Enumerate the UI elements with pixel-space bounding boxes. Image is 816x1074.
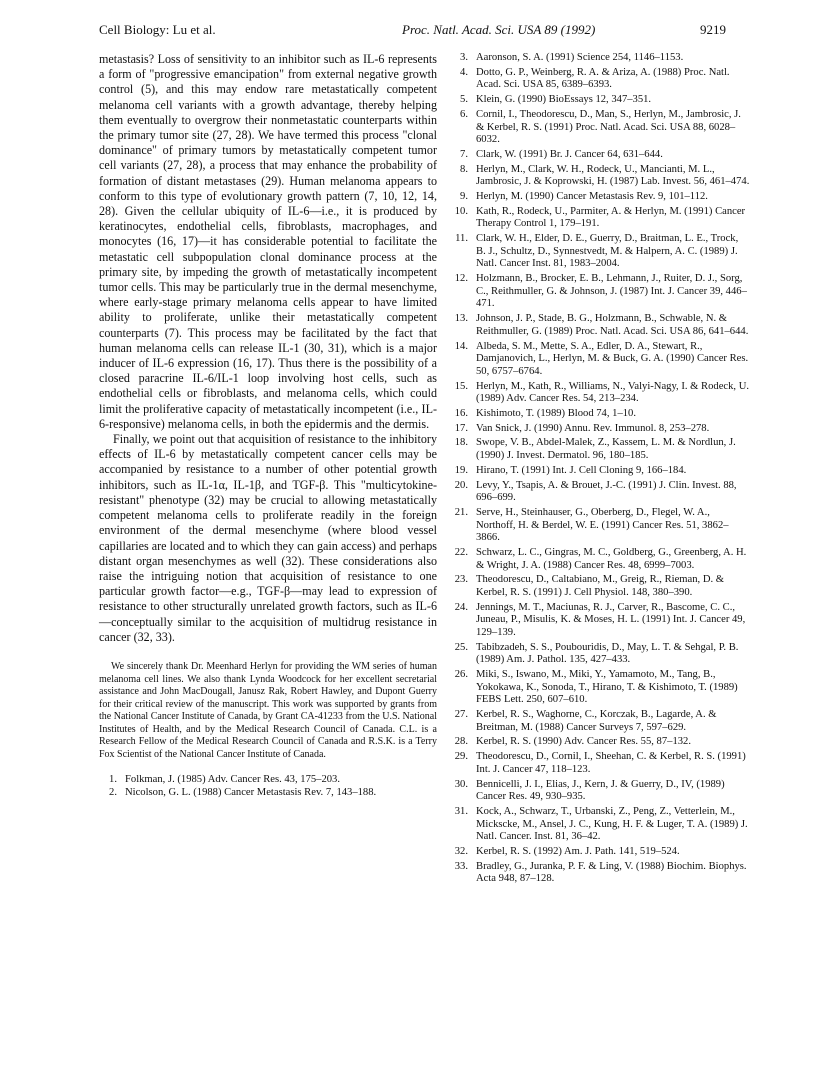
reference-number: 12. [454,273,468,285]
reference-text: Aaronson, S. A. (1991) Science 254, 1146–1153. [476,52,684,63]
reference-item [450,67,750,92]
reference-text: Herlyn, M. (1990) Cancer Metastasis Rev. 9, 101–112. [476,191,708,203]
reference-number: 1. [109,773,117,785]
reference-item [450,507,750,545]
reference-text: Holzmann, B., Brocker, E. B., Lehmann, J., Ruiter, D. J., Sorg, C., Reithmuller, G. & Johnson, J. (1987) Int. J. Cancer 39, 446–471. [476,273,747,310]
page-number: 9219 [700,22,726,37]
reference-item [450,709,750,734]
reference-item [450,109,750,147]
reference-text: Dotto, G. P., Weinberg, R. A. & Ariza, A. (1988) Proc. Natl. Acad. Sci. USA 85, 6389–6393. [476,66,730,91]
reference-item [450,408,750,421]
reference-text: Klein, G. (1990) BioEssays 12, 347–351. [476,94,652,106]
reference-item [450,806,750,844]
reference-item [450,669,750,707]
reference-number: 26. [454,669,468,681]
reference-item [450,846,750,859]
reference-text: Kerbel, R. S., Waghorne, C., Korczak, B., Lagarde, A. & Breitman, M. (1988) Cancer Surveys 7, 597–629. [476,709,717,733]
reference-text: Clark, W. H., Elder, D. E., Guerry, D., Braitman, L. E., Trock, B. J., Schultz, D., Synnestvedt, M. & Halpern, A. C. (1989) J. Natl. Cancer Inst. 81, 1983–2004. [476,233,739,270]
reference-number: 15. [454,380,468,392]
reference-item [450,574,750,599]
reference-item [450,164,750,189]
reference-item [450,480,750,505]
reference-item [450,736,750,749]
reference-text: Johnson, J. P., Stade, B. G., Holzmann, B., Schwable, N. & Reithmuller, G. (1989) Proc. Natl. Acad. Sci. USA 86, 641–644. [476,313,749,337]
reference-item [450,602,750,640]
reference-text: Kock, A., Schwarz, T., Urbanski, Z., Peng, Z., Vetterlein, M., Mickscke, M., Ansel, J. C., Kung, H. F. & Luger, T. A. (1989) J. Natl. Cancer. Inst. 81, 36–42. [476,805,748,843]
reference-text: Miki, S., Iswano, M., Miki, Y., Yamamoto, M., Tang, B., Yokokawa, K., Sonoda, T., Hirano, T. & Kishimoto, T. (1989) FEBS Lett. 250, 607–610. [476,669,738,706]
reference-number: 9. [460,191,468,203]
reference-number: 3. [460,52,468,63]
reference-item [450,149,750,162]
reference-text: Albeda, S. M., Mette, S. A., Edler, D. A., Stewart, R., Damjanovich, L., Herlyn, M. & Buck, G. A. (1990) Cancer Res. 50, 6757–6764. [476,340,749,377]
reference-number: 31. [454,805,468,817]
reference-text: Herlyn, M., Clark, W. H., Rodeck, U., Mancianti, M. L., Jambrosic, J. & Koprowski, H. (1987) Lab. Invest. 56, 461–474. [476,163,750,188]
reference-number: 33. [454,860,468,872]
reference-number: 4. [460,66,468,78]
reference-text: Cornil, I., Theodorescu, D., Man, S., Herlyn, M., Jambrosic, J. & Kerbel, R. S. (1991) Proc. Natl. Acad. Sci. USA 88, 6028–6032. [476,108,741,146]
body-paragraph-1: metastasis? Loss of sensitivity to an inhibitor such as IL-6 represents a form of "progressive emancipation" from external negative growth control (5), and this may endow rare metastatically competent melanoma cell variants with a growth advantage, thereby helping them eventually to overgrow their nonmetastatic counterparts within the primary tumor site (27, 28). We have termed this process "clonal dominance" of primary tumors by metastatically competent tumor cell variants (27, 28), a process that may enhance the probability of formation of distant metastases (29). Human melanoma appears to conform to this type of evolutionary growth pattern (7, 10, 12, 14, 28). Given the cellular ubiquity of IL-6—i.e., it is produced by keratinocytes, endothelial cells, fibroblasts, macrophages, and monocytes (16, 17)—it has considerable potential to facilitate the metastatic cell subpopulation clonal dominance process at the primary site, by impeding the growth of metastatically incompetent tumor cells. This may be particularly true in the dermal mesenchyme, where early-stage primary melanoma cells appear to have limited ability to proliferate, unlike their metastatically competent counterparts (7). This process may be facilitated by the fact that human melanoma cells can release IL-1 (30, 31), which is a major inducer of IL-6 expression (16, 17). Thus there is the possibility of a closed paracrine IL-6/IL-1 loop involving host cells, such as endothelial cells or fibroblasts, and melanoma cells, which could limit the proliferative capacity of metastatically incompetent (i.e., IL-6-responsive) melanoma cells, in both the epidermis and the dermis. [99,52,437,431]
reference-number: 16. [454,407,468,419]
reference-text: Folkman, J. (1985) Adv. Cancer Res. 43, 175–203. [125,773,340,785]
reference-item [450,547,750,572]
reference-item [450,381,750,406]
reference-item [450,423,750,436]
reference-number: 32. [454,845,468,857]
reference-item [99,774,437,787]
reference-text: Bennicelli, J. I., Elias, J., Kern, J. & Guerry, D., IV, (1989) Cancer Res. 49, 930–935. [476,778,725,803]
reference-number: 17. [454,422,468,434]
running-head-journal: Proc. Natl. Acad. Sci. USA 89 (1992) [402,22,596,37]
reference-text: Bradley, G., Juranka, P. F. & Ling, V. (1988) Biochim. Biophys. Acta 948, 87–128. [476,860,747,885]
reference-number: 24. [454,601,468,613]
reference-number: 8. [460,163,468,175]
reference-item [450,465,750,478]
reference-item [450,94,750,107]
reference-item [450,233,750,271]
reference-text: Van Snick, J. (1990) Annu. Rev. Immunol. 8, 253–278. [476,422,710,434]
reference-number: 2. [109,787,117,799]
reference-text: Serve, H., Steinhauser, G., Oberberg, D., Flegel, W. A., Northoff, H. & Berdel, W. E. (1991) Cancer Res. 51, 3862–3866. [476,506,729,544]
reference-number: 11. [455,233,468,245]
reference-text: Kath, R., Rodeck, U., Parmiter, A. & Herlyn, M. (1991) Cancer Therapy Control 1, 179–191. [476,205,746,230]
left-column [99,52,437,801]
reference-number: 22. [454,546,468,558]
reference-item [99,787,437,800]
reference-number: 14. [454,340,468,352]
reference-list-left [99,774,437,800]
body-paragraph-2: Finally, we point out that acquisition of resistance to the inhibitory effects of IL-6 by metastatically competent cancer cells may be accompanied by resistance to a number of other potential growth inhibitors, such as IL-1α, IL-1β, and TGF-β. This "multicytokine-resistant" phenotype (32) may be crucial to allowing metastatically competent melanoma cells to proliferate readily in the foreign environment of the dermal mesenchyme (where blood vessel capillaries are located and to which they can gain access) and perhaps distant organ mesenchymes as well (32). These considerations also raise the intriguing notion that acquisition of resistance to one particular growth factor—e.g., TGF-β—may lead to expression of resistance to other structurally unrelated growth factors, such as IL-6—conceptually similar to the acquisition of multidrug resistance in cancer (32, 33). [99,432,437,644]
reference-text: Clark, W. (1991) Br. J. Cancer 64, 631–644. [476,148,663,160]
reference-text: Kishimoto, T. (1989) Blood 74, 1–10. [476,407,636,419]
reference-text: Nicolson, G. L. (1988) Cancer Metastasis Rev. 7, 143–188. [125,787,377,799]
reference-item [450,313,750,338]
reference-item [450,751,750,776]
reference-text: Swope, V. B., Abdel-Malek, Z., Kassem, L. M. & Nordlun, J. (1990) J. Invest. Dermatol. 96, 180–185. [476,437,736,462]
reference-list-right [450,52,750,886]
reference-text: Theodorescu, D., Cornil, I., Sheehan, C. & Kerbel, R. S. (1991) Int. J. Cancer 47, 118–123. [476,751,746,775]
reference-number: 29. [454,751,468,763]
right-column [450,52,750,888]
running-head-section: Cell Biology: Lu et al. [99,22,216,37]
reference-number: 13. [454,313,468,325]
reference-item [450,861,750,886]
reference-text: Kerbel, R. S. (1992) Am. J. Path. 141, 519–524. [476,845,680,857]
reference-text: Herlyn, M., Kath, R., Williams, N., Valyi-Nagy, I. & Rodeck, U. (1989) Adv. Cancer Res. 54, 213–234. [476,380,750,405]
reference-number: 10. [454,205,468,217]
reference-text: Hirano, T. (1991) Int. J. Cell Cloning 9, 166–184. [476,464,687,476]
reference-number: 30. [454,778,468,790]
reference-text: Tabibzadeh, S. S., Poubouridis, D., May, L. T. & Sehgal, P. B. (1989) Am. J. Pathol. 135, 427–433. [476,641,739,666]
reference-item [450,52,750,65]
reference-item [450,273,750,311]
reference-number: 27. [454,709,468,720]
reference-text: Schwarz, L. C., Gingras, M. C., Goldberg, G., Greenberg, A. H. & Wright, J. A. (1988) Cancer Res. 48, 6999–7003. [476,546,747,571]
reference-number: 21. [454,506,468,518]
reference-number: 6. [460,108,468,120]
reference-text: Levy, Y., Tsapis, A. & Brouet, J.-C. (1991) J. Clin. Invest. 88, 696–699. [476,479,737,504]
reference-item [450,642,750,667]
acknowledgment: We sincerely thank Dr. Meenhard Herlyn for providing the WM series of human melanoma cell lines. We also thank Lynda Woodcock for her excellent secretarial assistance and John MacDougall, Janusz Rak, Robert Hawley, and Dupont Guerry for their critical review of the manuscript. This work was supported by grants from the National Cancer Institute of Canada, by Grant CA-41233 from the U.S. National Institutes of Health, and by the Medical Research Council of Canada. C.L. is a Research Fellow of the Medical Research Council of Canada and R.S.K. is a Terry Fox Scientist of the National Cancer Institute of Canada. [99,660,437,761]
reference-text: Kerbel, R. S. (1990) Adv. Cancer Res. 55, 87–132. [476,736,691,748]
reference-text: Theodorescu, D., Caltabiano, M., Greig, R., Rieman, D. & Kerbel, R. S. (1991) J. Cell Physiol. 148, 380–390. [476,574,725,598]
reference-number: 20. [454,479,468,491]
reference-number: 28. [454,736,468,748]
reference-number: 23. [454,574,468,586]
reference-item [450,191,750,204]
reference-item [450,779,750,804]
reference-item [450,206,750,231]
reference-number: 5. [460,94,468,106]
reference-number: 19. [454,464,468,476]
reference-number: 25. [454,641,468,653]
reference-item [450,437,750,462]
reference-number: 18. [454,437,468,449]
reference-number: 7. [460,148,468,160]
reference-text: Jennings, M. T., Maciunas, R. J., Carver, R., Bascome, C. C., Juneau, P., Misulis, K. & Moses, H. L. (1991) Int. J. Cancer 49, 129–139. [476,601,746,638]
reference-item [450,341,750,379]
